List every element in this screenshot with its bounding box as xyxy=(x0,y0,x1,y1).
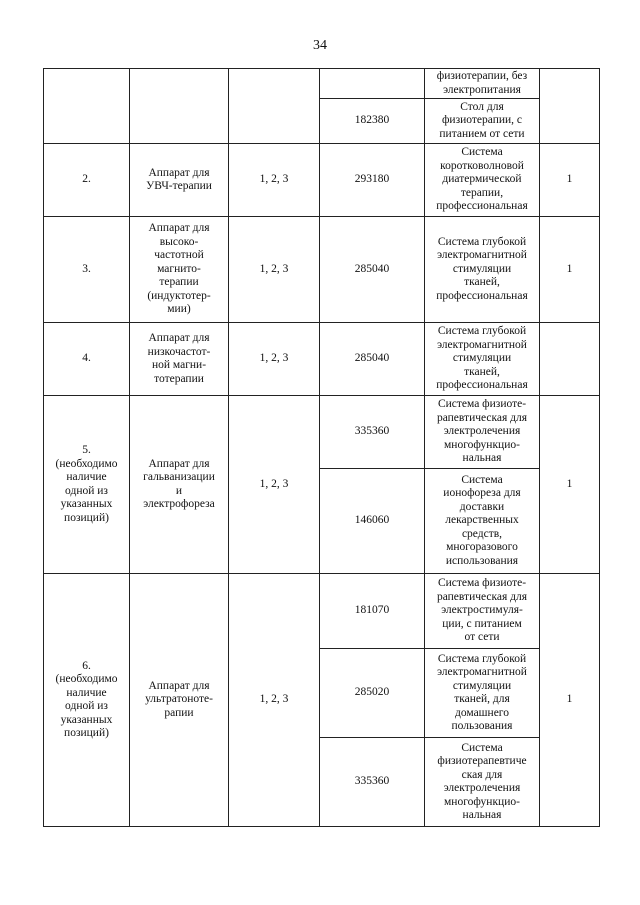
sections-cell: 1, 2, 3 xyxy=(229,144,320,217)
table-row xyxy=(44,396,600,469)
quantity-cell xyxy=(540,69,600,144)
equipment-name-cell: Система физиотерапевтиче ская для электролечения многофункцио- нальная xyxy=(425,738,540,827)
code-cell: 146060 xyxy=(320,469,425,574)
row-number-cell: 6. (необходимо наличие одной из указанных позиций) xyxy=(44,574,130,827)
table-row xyxy=(44,144,600,217)
equipment-name-cell: Система ионофореза для доставки лекарственных средств, многоразового использования xyxy=(425,469,540,574)
equipment-name-cell: Система физиоте- рапевтическая для электростимуля- ции, с питанием от сети xyxy=(425,574,540,649)
sections-cell: 1, 2, 3 xyxy=(229,323,320,396)
table-row xyxy=(44,574,600,649)
code-cell: 285040 xyxy=(320,323,425,396)
equipment-name-cell: Система глубокой электромагнитной стимуляции тканей, профессиональная xyxy=(425,217,540,323)
equipment-name-cell: Система коротковолновой диатермической терапии, профессиональная xyxy=(425,144,540,217)
sections-cell xyxy=(229,69,320,144)
code-cell: 285020 xyxy=(320,649,425,738)
quantity-cell: 1 xyxy=(540,396,600,574)
table-row xyxy=(44,69,600,99)
row-number-cell: 4. xyxy=(44,323,130,396)
device-name-cell xyxy=(130,69,229,144)
device-name-cell: Аппарат для ультратоноте- рапии xyxy=(130,574,229,827)
row-number-cell: 3. xyxy=(44,217,130,323)
equipment-name-cell: Система глубокой электромагнитной стимуляции тканей, профессиональная xyxy=(425,323,540,396)
equipment-name-cell: физиотерапии, без электропитания xyxy=(425,69,540,99)
sections-cell: 1, 2, 3 xyxy=(229,217,320,323)
code-cell: 335360 xyxy=(320,738,425,827)
table-row xyxy=(44,217,600,323)
equipment-name-cell: Система физиоте- рапевтическая для электролечения многофункцио- нальная xyxy=(425,396,540,469)
quantity-cell: 1 xyxy=(540,144,600,217)
code-cell: 181070 xyxy=(320,574,425,649)
code-cell: 293180 xyxy=(320,144,425,217)
device-name-cell: Аппарат для УВЧ-терапии xyxy=(130,144,229,217)
quantity-cell: 1 xyxy=(540,217,600,323)
quantity-cell xyxy=(540,323,600,396)
row-number-cell: 5. (необходимо наличие одной из указанных позиций) xyxy=(44,396,130,574)
quantity-cell: 1 xyxy=(540,574,600,827)
code-cell: 285040 xyxy=(320,217,425,323)
row-number-cell: 2. xyxy=(44,144,130,217)
row-number-cell xyxy=(44,69,130,144)
page-number: 34 xyxy=(313,38,327,53)
device-name-cell: Аппарат для низкочастот- ной магни- тотерапии xyxy=(130,323,229,396)
device-name-cell: Аппарат для высоко- частотной магнито- терапии (индуктотер- мии) xyxy=(130,217,229,323)
code-cell: 335360 xyxy=(320,396,425,469)
code-cell xyxy=(320,69,425,99)
code-cell: 182380 xyxy=(320,99,425,144)
equipment-table xyxy=(43,68,600,827)
equipment-name-cell: Стол для физиотерапии, с питанием от сети xyxy=(425,99,540,144)
device-name-cell: Аппарат для гальванизации и электрофореза xyxy=(130,396,229,574)
equipment-name-cell: Система глубокой электромагнитной стимуляции тканей, для домашнего пользования xyxy=(425,649,540,738)
table-row xyxy=(44,323,600,396)
sections-cell: 1, 2, 3 xyxy=(229,574,320,827)
sections-cell: 1, 2, 3 xyxy=(229,396,320,574)
